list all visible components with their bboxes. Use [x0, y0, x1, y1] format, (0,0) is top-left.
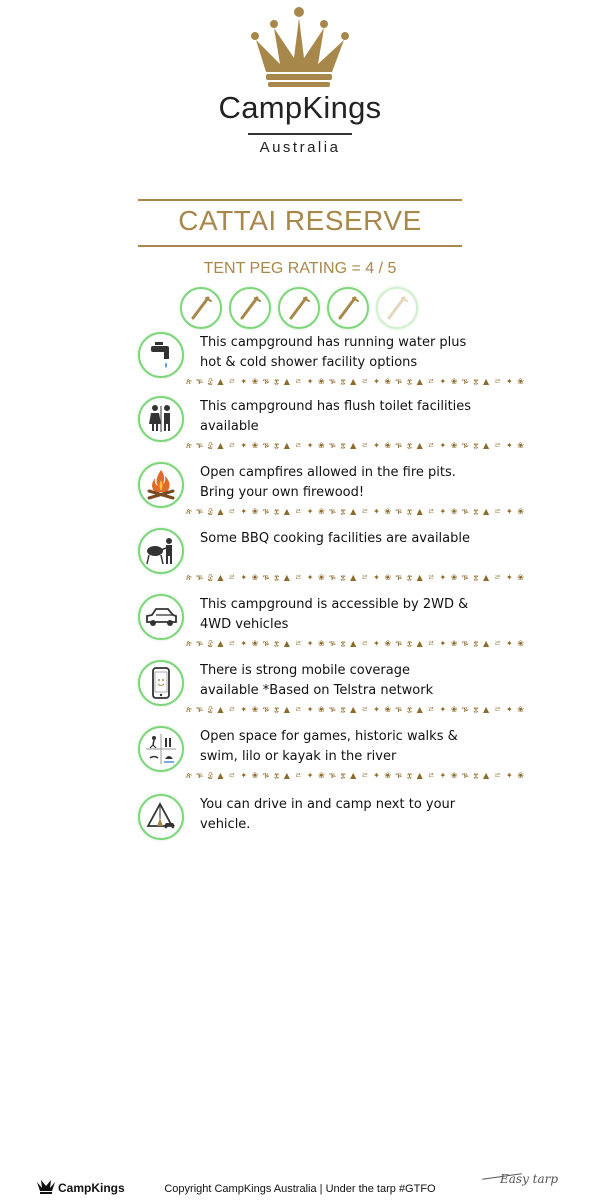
signature-text: Easy tarp — [500, 1172, 559, 1186]
feature-text: There is strong mobile coverage available *Based on Telstra network — [200, 663, 434, 698]
feature-text: You can drive in and camp next to your vehicle. — [200, 797, 456, 832]
activities-icon — [138, 726, 184, 772]
feature-row — [138, 462, 525, 526]
campkings-logo — [200, 6, 400, 160]
brand-subtitle: Australia — [259, 139, 341, 156]
car-icon — [138, 594, 184, 640]
feature-row — [138, 528, 525, 592]
footer-brand: CampKings — [58, 1181, 125, 1195]
mobile-phone-icon — [138, 660, 184, 706]
feature-text: Open campfires allowed in the fire pits. Bring your own firewood! — [200, 465, 456, 500]
decorative-divider: ጵ ᎏ ፰ ▲ ㄹ ✦ ❀ ᎏ ፰ ▲ ㄹ ✦ ❀ ᎏ ፰ ▲ ㄹ ✦ ❀ ᎏ ፰ ▲ ㄹ ✦ ❀ ᎏ ፰ ▲ ㄹ ✦ ❀ — [186, 441, 525, 450]
tent-peg-icon — [278, 287, 320, 329]
tent-peg-rating-label: TENT PEG RATING = 4 / 5 — [203, 260, 397, 277]
easy-tarp-signature — [482, 1172, 572, 1192]
tent-peg-icon — [229, 287, 271, 329]
tent-peg-icon — [180, 287, 222, 329]
brand-name: CampKings — [218, 90, 382, 125]
title-rule-top — [138, 199, 462, 201]
decorative-divider: ጵ ᎏ ፰ ▲ ㄹ ✦ ❀ ᎏ ፰ ▲ ㄹ ✦ ❀ ᎏ ፰ ▲ ㄹ ✦ ❀ ᎏ ፰ ▲ ㄹ ✦ ❀ ᎏ ፰ ▲ ㄹ ✦ ❀ — [186, 507, 525, 516]
water-tap-icon — [138, 332, 184, 378]
tent-peg-rating — [180, 287, 425, 329]
feature-text: This campground has running water plus hot & cold shower facility options — [200, 335, 467, 370]
feature-row — [138, 726, 525, 790]
feature-row — [138, 794, 470, 858]
decorative-divider: ጵ ᎏ ፰ ▲ ㄹ ✦ ❀ ᎏ ፰ ▲ ㄹ ✦ ❀ ᎏ ፰ ▲ ㄹ ✦ ❀ ᎏ ፰ ▲ ㄹ ✦ ❀ ᎏ ፰ ▲ ㄹ ✦ ❀ — [186, 639, 525, 648]
decorative-divider: ጵ ᎏ ፰ ▲ ㄹ ✦ ❀ ᎏ ፰ ▲ ㄹ ✦ ❀ ᎏ ፰ ▲ ㄹ ✦ ❀ ᎏ ፰ ▲ ㄹ ✦ ❀ ᎏ ፰ ▲ ㄹ ✦ ❀ — [186, 573, 525, 582]
footer-logo — [34, 1176, 134, 1196]
feature-text: This campground is accessible by 2WD & 4WD vehicles — [200, 597, 469, 632]
feature-row — [138, 660, 525, 724]
bbq-icon — [138, 528, 184, 574]
tent-peg-icon — [327, 287, 369, 329]
campfire-icon — [138, 462, 184, 508]
brand-underline — [248, 133, 352, 135]
page-title: CATTAI RESERVE — [178, 205, 422, 236]
decorative-divider: ጵ ᎏ ፰ ▲ ㄹ ✦ ❀ ᎏ ፰ ▲ ㄹ ✦ ❀ ᎏ ፰ ▲ ㄹ ✦ ❀ ᎏ ፰ ▲ ㄹ ✦ ❀ ᎏ ፰ ▲ ㄹ ✦ ❀ — [186, 705, 525, 714]
crown-icon — [250, 6, 350, 90]
tent-car-icon — [138, 794, 184, 840]
toilet-icon — [138, 396, 184, 442]
feature-text: Some BBQ cooking facilities are available — [200, 531, 470, 546]
title-rule-bottom — [138, 245, 462, 247]
decorative-divider: ጵ ᎏ ፰ ▲ ㄹ ✦ ❀ ᎏ ፰ ▲ ㄹ ✦ ❀ ᎏ ፰ ▲ ㄹ ✦ ❀ ᎏ ፰ ▲ ㄹ ✦ ❀ ᎏ ፰ ▲ ㄹ ✦ ❀ — [186, 377, 525, 386]
decorative-divider: ጵ ᎏ ፰ ▲ ㄹ ✦ ❀ ᎏ ፰ ▲ ㄹ ✦ ❀ ᎏ ፰ ▲ ㄹ ✦ ❀ ᎏ ፰ ▲ ㄹ ✦ ❀ ᎏ ፰ ▲ ㄹ ✦ ❀ — [186, 771, 525, 780]
footer-copyright: Copyright CampKings Australia | Under the tarp #GTFO — [164, 1183, 436, 1195]
feature-row — [138, 594, 525, 658]
feature-text: Open space for games, historic walks & swim, lilo or kayak in the river — [200, 729, 458, 764]
feature-row — [138, 332, 525, 396]
feature-text: This campground has flush toilet facilities available — [200, 399, 472, 434]
footer-crown-icon — [36, 1178, 56, 1194]
feature-row — [138, 396, 525, 460]
tent-peg-icon — [376, 287, 418, 329]
